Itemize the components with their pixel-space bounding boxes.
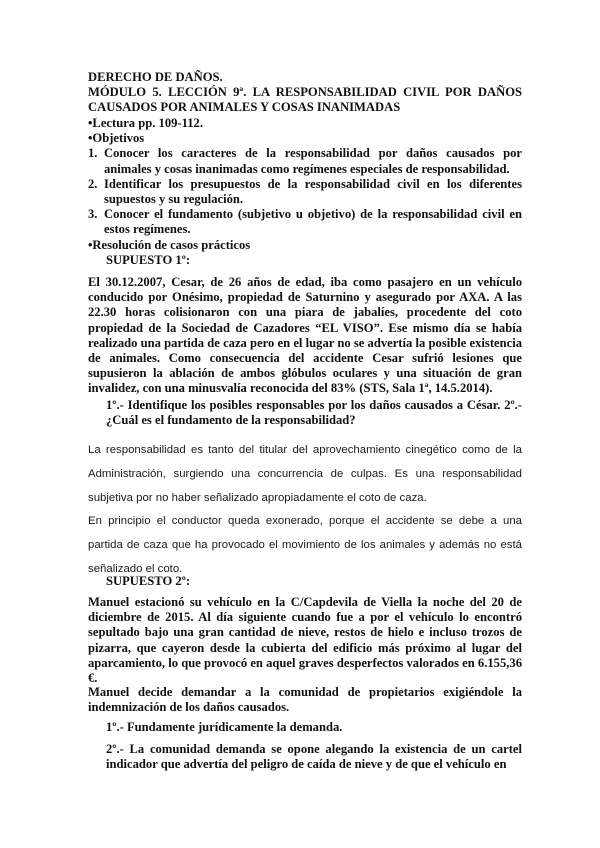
objective-number: 1. (88, 146, 98, 161)
case1-answer-1: La responsabilidad es tanto del titular del aprovechamiento cinegético como de la Administración, surgiendo una concurrencia de culpas. Es una responsabilidad subjetiva por no haber señalizado apropiadamente el coto de caza. (88, 444, 522, 504)
case1-answer-2: En principio el conductor queda exonerado, porque el accidente se debe a una partida de caza que ha provocado el movimiento de los animales y además no está señalizado el coto. (88, 515, 522, 575)
case1-statement: El 30.12.2007, Cesar, de 26 años de edad, iba como pasajero en un vehículo conducido por Onésimo, propiedad de Saturnino y asegurado por AXA. A las 22.30 horas colisionaron con una piara de jabalíes, procedente del coto propiedad de la Sociedad de Cazadores “EL VISO”. Ese mismo día se había realizado una partida de caza pero en el lugar no se advertía la posible existencia de animales. Como consecuencia del accidente Cesar sufrió lesiones que supusieron la ablación de ambos glóbulos oculares y una situación de gran invalidez, con una minusvalía reconocida del 83% (STS, Sala 1ª, 14.5.2014). (88, 275, 522, 396)
objective-text: Identificar los presupuestos de la responsabilidad civil en los diferentes supuestos y su regulación. (104, 176, 522, 207)
objective-number: 3. (88, 207, 98, 222)
objectives-section (88, 116, 522, 253)
reading-item: • Lectura pp. 109-112. (88, 116, 522, 131)
objective-item (88, 146, 522, 176)
objective-number: 2. (88, 176, 98, 191)
case1-questions: 1º.- Identifique los posibles responsables por los daños causados a César. 2º.- ¿Cuál es el fundamento de la responsabilidad? (106, 398, 522, 428)
case1-title: SUPUESTO 1º: (106, 253, 191, 267)
case2-title: SUPUESTO 2º: (106, 574, 191, 588)
document-header (88, 70, 522, 116)
course-title: DERECHO DE DAÑOS. (88, 70, 223, 84)
case-resolution-item: • Resolución de casos prácticos (88, 238, 522, 253)
objectives-title: • Objetivos (88, 131, 522, 146)
objective-text: Conocer el fundamento (subjetivo u objetivo) de la responsabilidad civil en estos regímenes. (104, 207, 522, 237)
lesson-title: MÓDULO 5. LECCIÓN 9ª. LA RESPONSABILIDAD CIVIL POR DAÑOS CAUSADOS POR ANIMALES Y COSAS INANIMADAS (88, 85, 522, 115)
objective-item (88, 177, 522, 207)
case2-question-1: 1º.- Fundamente jurídicamente la demanda. (106, 720, 343, 734)
case2-question-2: 2º.- La comunidad demanda se opone alegando la existencia de un cartel indicador que advertía del peligro de caída de nieve y de que el vehículo en (106, 742, 522, 772)
objective-text: Conocer los caracteres de la responsabilidad por daños causados por animales y cosas inanimadas como regímenes especiales de responsabilidad. (104, 146, 522, 176)
case2-statement-2: Manuel decide demandar a la comunidad de propietarios exigiéndole la indemnización de los daños causados. (88, 685, 522, 715)
case2-statement: Manuel estacionó su vehículo en la C/Capdevila de Viella la noche del 20 de diciembre de 2015. Al día siguiente cuando fue a por el vehículo lo encontró sepultado bajo una gran cantidad de nieve, restos de hielo e incluso trozos de pizarra, que cayeron desde la cubierta del edificio más próximo al lugar del aparcamiento, lo que provocó en aquel graves desperfectos valorados en 6.155,36 €. (88, 595, 522, 686)
objective-item (88, 207, 522, 237)
